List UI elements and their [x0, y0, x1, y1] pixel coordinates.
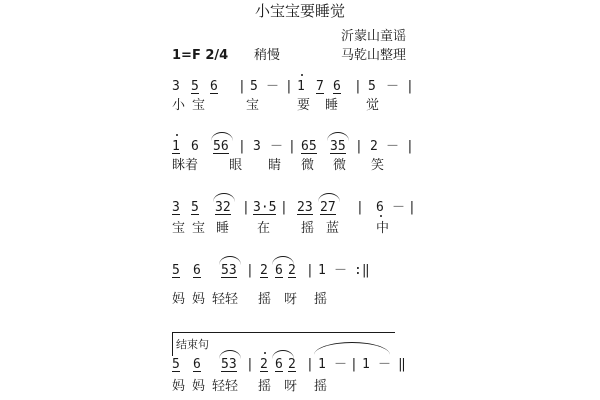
note: 5 — [191, 79, 199, 94]
barline: | — [406, 79, 414, 94]
note: 6 — [376, 200, 384, 215]
key-signature: 1=F 2/4 — [172, 48, 229, 63]
dash: － — [266, 79, 280, 94]
note: 1 — [297, 79, 305, 94]
barline: | — [406, 139, 414, 154]
note: 3 — [253, 139, 261, 154]
note: 23 — [297, 200, 313, 215]
note: 6 — [275, 263, 283, 278]
lyric: 中 — [376, 221, 390, 236]
note: 2 — [288, 263, 296, 278]
ending-bracket-top — [172, 332, 395, 333]
lyric: 摇 — [258, 379, 272, 394]
note: 5 — [250, 79, 258, 94]
dash: － — [386, 79, 400, 94]
note: 1 — [362, 357, 370, 372]
high-octave-dot — [176, 134, 178, 136]
lyric: 要 — [297, 98, 311, 113]
note: 53 — [221, 357, 237, 372]
barline: | — [242, 200, 250, 215]
dash: － — [334, 263, 348, 278]
lyric: 睡 — [325, 98, 339, 113]
repeat-end: :‖ — [354, 263, 370, 278]
lyric: 摇 — [301, 221, 315, 236]
lyric: 妈 — [192, 379, 206, 394]
note: 1 — [318, 263, 326, 278]
barline: | — [280, 200, 288, 215]
note: 1 — [318, 357, 326, 372]
lyric: 眼 — [229, 158, 243, 173]
lyric: 妈 — [172, 379, 186, 394]
barline: | — [408, 200, 416, 215]
lyric: 微 — [333, 158, 347, 173]
note: 1 — [172, 139, 180, 154]
barline: | — [238, 139, 246, 154]
note: 6 — [191, 139, 199, 154]
lyric: 宝 — [172, 221, 186, 236]
dash: － — [392, 200, 406, 215]
high-octave-dot — [301, 74, 303, 76]
lyric: 宝 — [192, 221, 206, 236]
barline: | — [355, 139, 363, 154]
note: 27 — [320, 200, 336, 215]
high-octave-dot — [264, 352, 266, 354]
note: 2 — [260, 357, 268, 372]
note: 6 — [275, 357, 283, 372]
lyric: 妈 — [172, 292, 186, 307]
lyric: 摇 — [314, 292, 328, 307]
note: 5 — [368, 79, 376, 94]
note: 5 — [191, 200, 199, 215]
barline: | — [350, 357, 358, 372]
note: 5 — [172, 357, 180, 372]
dash: － — [378, 357, 392, 372]
lyric: 微 — [301, 158, 315, 173]
note: 2 — [370, 139, 378, 154]
song-title: 小宝宝要睡觉 — [254, 2, 345, 20]
note: 6 — [210, 79, 218, 94]
lyric: 在 — [257, 221, 271, 236]
lyric: 轻轻 — [212, 379, 239, 394]
lyric: 摇 — [258, 292, 272, 307]
lyric: 睡 — [216, 221, 230, 236]
ending-label: 结束句 — [176, 338, 209, 351]
lyric: 小 — [172, 98, 186, 113]
barline: | — [288, 139, 296, 154]
lyric: 眯着 — [172, 158, 199, 173]
note: 2 — [288, 357, 296, 372]
note: 3 — [172, 200, 180, 215]
arranger-credit: 马乾山整理 — [341, 48, 407, 63]
lyric: 觉 — [366, 98, 380, 113]
note: 6 — [333, 79, 341, 94]
note: 7 — [316, 79, 324, 94]
lyric: 睛 — [268, 158, 282, 173]
lyric: 轻轻 — [212, 292, 239, 307]
dash: － — [270, 139, 284, 154]
note: 35 — [330, 139, 346, 154]
tempo-marking: 稍慢 — [254, 48, 281, 63]
song-source: 沂蒙山童谣 — [341, 29, 407, 44]
note: 65 — [301, 139, 317, 154]
lyric: 笑 — [371, 158, 385, 173]
barline: | — [238, 79, 246, 94]
final-barline: ‖ — [398, 357, 406, 372]
note: 5 — [172, 263, 180, 278]
lyric: 宝 — [246, 98, 260, 113]
note: 32 — [215, 200, 231, 215]
lyric: 宝 — [192, 98, 206, 113]
dash: － — [386, 139, 400, 154]
barline: | — [246, 263, 254, 278]
note: 3·5 — [253, 200, 277, 215]
note: 56 — [213, 139, 229, 154]
note: 3 — [172, 79, 180, 94]
lyric: 蓝 — [326, 221, 340, 236]
barline: | — [306, 357, 314, 372]
lyric: 呀 — [284, 292, 298, 307]
note: 2 — [260, 263, 268, 278]
ending-bracket-left — [172, 332, 173, 356]
barline: | — [246, 357, 254, 372]
note: 6 — [193, 357, 201, 372]
barline: | — [306, 263, 314, 278]
lyric: 摇 — [314, 379, 328, 394]
low-octave-dot — [380, 215, 382, 217]
dash: － — [334, 357, 348, 372]
barline: | — [354, 79, 362, 94]
tie — [314, 342, 390, 355]
note: 53 — [221, 263, 237, 278]
lyric: 妈 — [192, 292, 206, 307]
note: 6 — [193, 263, 201, 278]
barline: | — [356, 200, 364, 215]
barline: | — [285, 79, 293, 94]
lyric: 呀 — [284, 379, 298, 394]
